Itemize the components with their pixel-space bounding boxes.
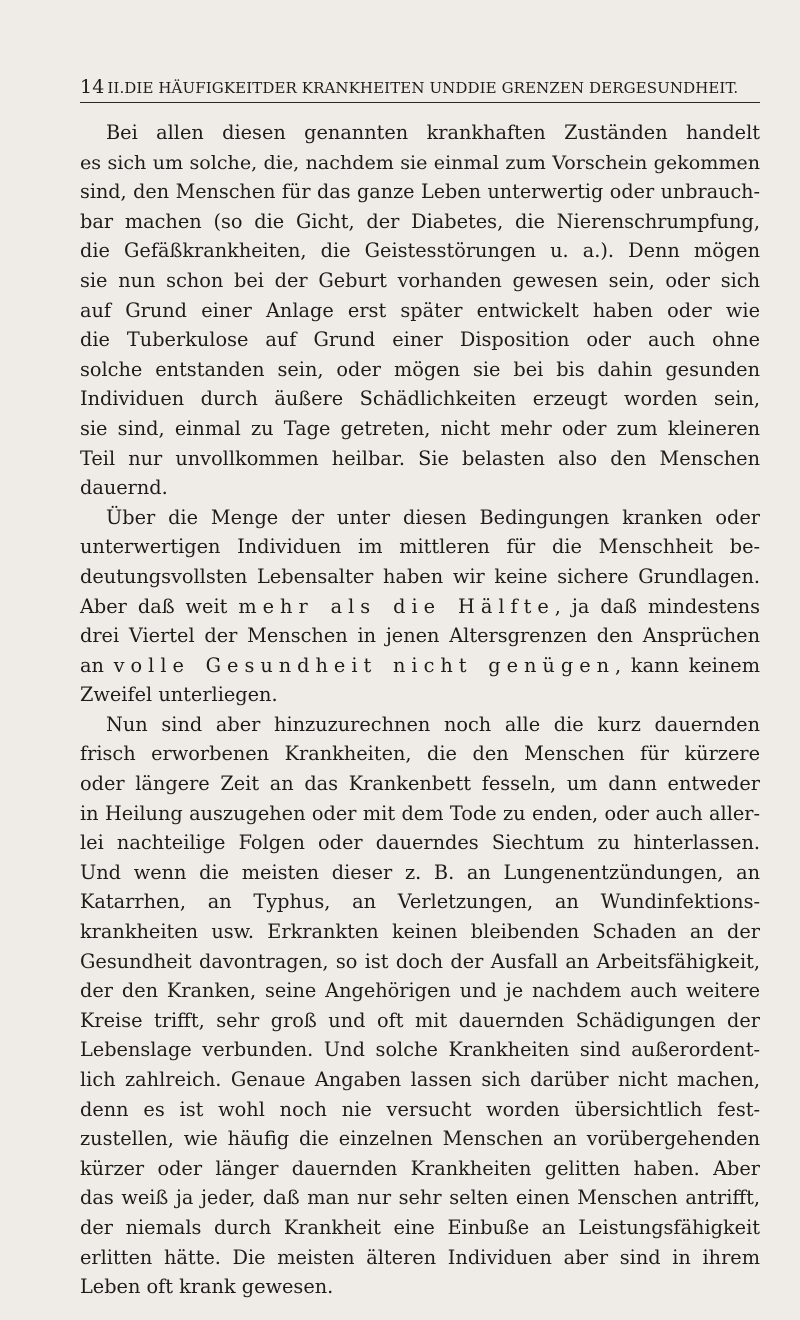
line-text: erlitten hätte. Die meisten älteren Individuen aber sind in ihrem [80, 1245, 760, 1269]
text-line [80, 503, 760, 533]
line-text: Und wenn die meisten dieser z. B. an Lungenentzündungen, an [80, 860, 760, 884]
text-line [80, 473, 760, 503]
text-line [80, 355, 760, 385]
text-line [80, 1154, 760, 1184]
text-line [80, 769, 760, 799]
line-text: auf Grund einer Anlage erst später entwickelt haben oder wie [80, 298, 760, 322]
text-line [80, 592, 760, 622]
line-text: die Gefäßkrankheiten, die Geistesstörungen u. a.). Denn mögen [80, 239, 760, 263]
text-line [80, 887, 760, 917]
running-head [80, 76, 760, 98]
line-text: oder längere Zeit an das Krankenbett fesseln, um dann entweder [80, 772, 760, 796]
text-line [80, 739, 760, 769]
line-text: der niemals durch Krankheit eine Einbuße an Leistungsfähigkeit [80, 1215, 760, 1239]
body-text [80, 118, 760, 1302]
text-line [80, 917, 760, 947]
text-line [80, 1243, 760, 1273]
line-text: Kreise trifft, sehr groß und oft mit dauernden Schädigungen der [80, 1008, 760, 1032]
running-title: II.DIE HÄUFIGKEITDER KRANKHEITEN UNDDIE GRENZEN DERGESUNDHEIT. [107, 79, 739, 97]
text-line [80, 1183, 760, 1213]
line-text: Katarrhen, an Typhus, an Verletzungen, an Wundinfektions- [80, 890, 760, 914]
page-number: 14 [80, 76, 105, 98]
text-line [80, 414, 760, 444]
text-line [80, 680, 760, 710]
line-text: es sich um solche, die, nachdem sie einmal zum Vorschein gekommen [80, 150, 760, 174]
line-text: dauernd. [80, 476, 168, 500]
text-line [80, 621, 760, 651]
line-text: lei nachteilige Folgen oder dauerndes Siechtum zu hinterlassen. [80, 831, 760, 855]
line-text: Zweifel unterliegen. [80, 683, 278, 707]
text-line [80, 177, 760, 207]
text-line [80, 1272, 760, 1302]
line-text: Individuen durch äußere Schädlichkeiten erzeugt worden sein, [80, 387, 760, 411]
text-line [80, 651, 760, 681]
text-line [80, 532, 760, 562]
line-text: unterwertigen Individuen im mittleren für die Menschheit be- [80, 535, 760, 559]
text-line [80, 710, 760, 740]
line-text: das weiß ja jeder, daß man nur sehr selten einen Menschen antrifft, [80, 1186, 760, 1210]
text-line [80, 1213, 760, 1243]
text-line [80, 828, 760, 858]
text-line [80, 562, 760, 592]
text-line [80, 444, 760, 474]
text-line [80, 266, 760, 296]
text-line [80, 207, 760, 237]
line-text: bar machen (so die Gicht, der Diabetes, die Nierenschrumpfung, [80, 209, 760, 233]
line-text: zustellen, wie häufig die einzelnen Menschen an vorübergehenden [80, 1127, 760, 1151]
text-line [80, 1065, 760, 1095]
line-text: Über die Menge der unter diesen Bedingungen kranken oder [106, 505, 760, 529]
text-line [80, 325, 760, 355]
text-line [80, 799, 760, 829]
text-line [80, 976, 760, 1006]
line-text: lich zahlreich. Genaue Angaben lassen sich darüber nicht machen, [80, 1068, 760, 1091]
emphasized-text: volle Gesundheit nicht genügen [113, 653, 616, 677]
line-text: krankheiten usw. Erkrankten keinen bleibenden Schaden an der [80, 920, 760, 944]
text-line [80, 1095, 760, 1125]
line-text: der den Kranken, seine Angehörigen und je nachdem auch weitere [80, 979, 760, 1003]
line-text: Gesundheit davontragen, so ist doch der Ausfall an Arbeitsfähigkeit, [80, 949, 760, 973]
line-text: solche entstanden sein, oder mögen sie bei bis dahin gesunden [80, 357, 760, 381]
line-text: deutungsvollsten Lebensalter haben wir keine sichere Grundlagen. [80, 564, 760, 588]
line-text: sind, den Menschen für das ganze Leben unterwertig oder unbrauch- [80, 180, 760, 204]
emphasized-text: mehr als die Hälfte [238, 594, 555, 618]
line-text: an [80, 653, 114, 677]
line-text: sie sind, einmal zu Tage getreten, nicht mehr oder zum kleineren [80, 416, 760, 440]
line-text-after: , ja daß mindestens [554, 594, 760, 618]
text-line [80, 858, 760, 888]
text-line [80, 1006, 760, 1036]
text-line [80, 236, 760, 266]
line-text: Aber daß weit [80, 594, 239, 618]
line-text: denn es ist wohl noch nie versucht worden übersichtlich fest- [80, 1097, 760, 1121]
text-line [80, 148, 760, 178]
text-line [80, 384, 760, 414]
line-text: sie nun schon bei der Geburt vorhanden gewesen sein, oder sich [80, 268, 760, 292]
line-text: die Tuberkulose auf Grund einer Disposition oder auch ohne [80, 328, 760, 352]
line-text: drei Viertel der Menschen in jenen Altersgrenzen den Ansprüchen [80, 624, 760, 648]
line-text: kürzer oder länger dauernden Krankheiten gelitten haben. Aber [80, 1156, 760, 1180]
line-text: Lebenslage verbunden. Und solche Krankheiten sind außerordent- [80, 1038, 760, 1062]
text-line [80, 947, 760, 977]
text-line [80, 1035, 760, 1065]
text-line [80, 296, 760, 326]
line-text-after: , kann keinem [615, 653, 761, 677]
line-text: Nun sind aber hinzuzurechnen noch alle die kurz dauernden [106, 712, 760, 736]
line-text: in Heilung auszugehen oder mit dem Tode zu enden, oder auch aller- [80, 801, 760, 825]
line-text: Bei allen diesen genannten krankhaften Zuständen handelt [106, 121, 760, 144]
line-text: frisch erworbenen Krankheiten, die den Menschen für kürzere [80, 742, 760, 766]
line-text: Teil nur unvollkommen heilbar. Sie belasten also den Menschen [80, 446, 760, 470]
header-rule [80, 102, 760, 103]
text-line [80, 118, 760, 148]
line-text: Leben oft krank gewesen. [80, 1275, 334, 1299]
text-line [80, 1124, 760, 1154]
